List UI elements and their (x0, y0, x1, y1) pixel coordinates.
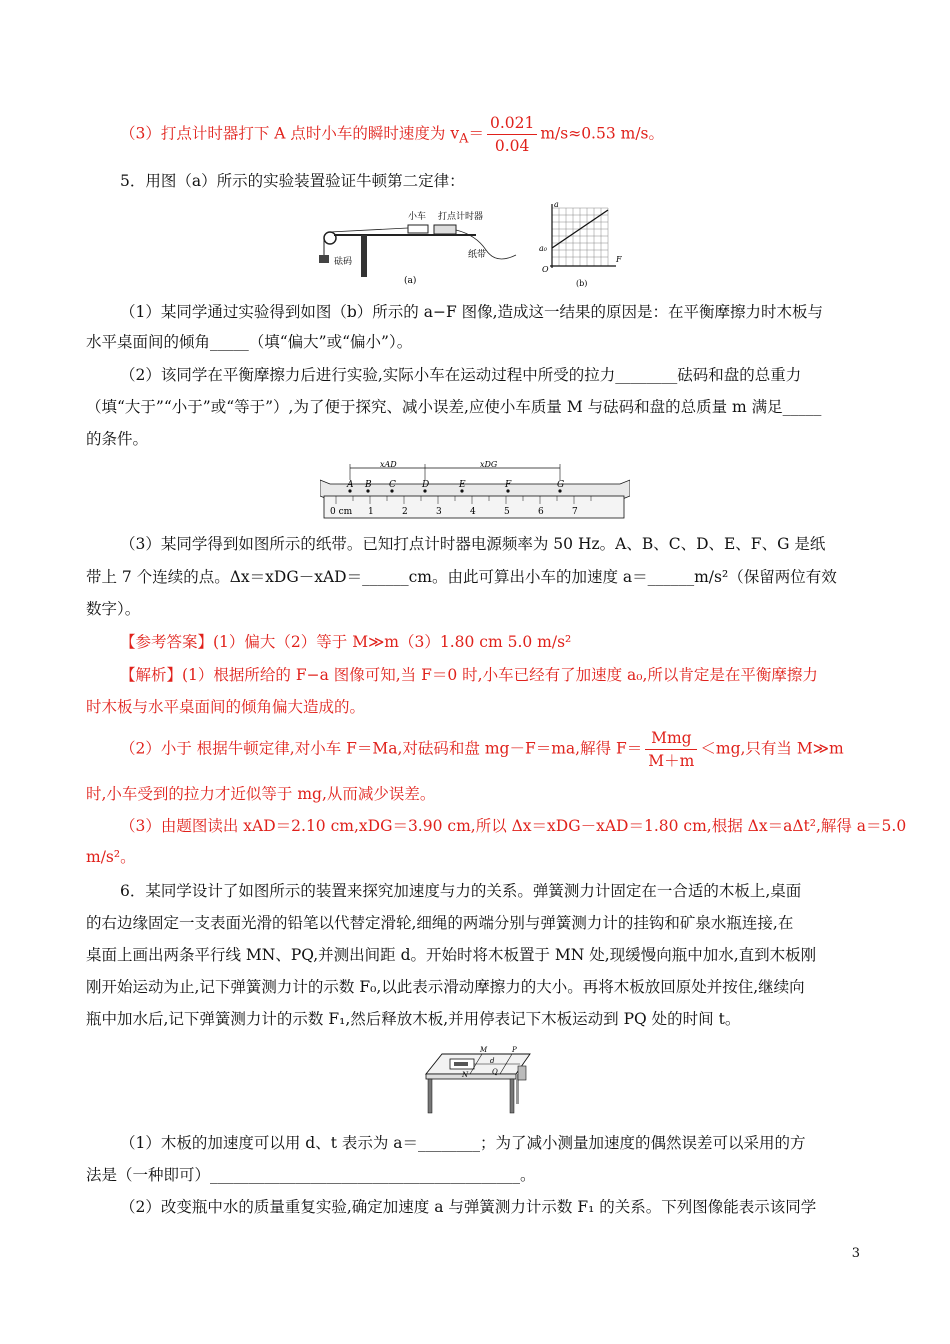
bottle (518, 1066, 526, 1080)
ruler-num-1: 1 (368, 507, 374, 517)
fig6-n-label: N (462, 1071, 469, 1079)
tape-point-f: F (505, 480, 512, 490)
table-leg (361, 235, 367, 277)
q5-explain1-line1: 【解析】(1）根据所给的 F−a 图像可知,当 F＝0 时,小车已经有了加速度 a₀,所以肯定是在平衡摩擦力 (120, 666, 818, 684)
ruler-num-7: 7 (572, 507, 578, 517)
weight (319, 255, 329, 263)
table-apparatus-figure (420, 1044, 540, 1116)
q6-line4: 刚开始运动为止,记下弹簧测力计的示数 F₀,以此表示滑动摩擦力的大小。再将木板放回原处并按住,继续向 (86, 978, 805, 996)
ruler-num-5: 5 (504, 507, 510, 517)
fig6-p-label: P (512, 1046, 517, 1054)
q6-line1: 6．某同学设计了如图所示的装置来探究加速度与力的关系。弹簧测力计固定在一合适的木板上,桌面 (120, 882, 802, 900)
ruler-num-6: 6 (538, 507, 544, 517)
car (408, 225, 428, 233)
q6-part1-line1: （1）木板的加速度可以用 d、t 表示为 a＝________；为了减小测量加速度的偶然误差可以采用的方 (120, 1134, 806, 1152)
tape-point-d: D (422, 480, 430, 490)
pulley (324, 232, 336, 244)
tape-point-e: E (459, 480, 466, 490)
q6-part1-line2: 法是（一种即可）________________________________________。 (86, 1166, 536, 1184)
q5-explain2-pre: （2）小于 根据牛顿定律,对小车 F＝Ma,对砝码和盘 mg－F＝ma,解得 F＝ (120, 739, 643, 758)
ruler-num-3: 3 (436, 507, 442, 517)
tape-point-c: C (389, 480, 396, 490)
q4-sub: A (459, 131, 469, 147)
q5-part2-line1: （2）该同学在平衡摩擦力后进行实验,实际小车在运动过程中所受的拉力________砝码和盘的总重力 (120, 366, 802, 384)
q5-explain1-line2: 时木板与水平桌面间的倾角偏大造成的。 (86, 698, 366, 716)
fig-b-caption: (b) (576, 279, 588, 288)
ruler-num-2: 2 (402, 507, 408, 517)
fig-a-timer-label: 打点计时器 (438, 212, 484, 222)
tape-point-a: A (347, 480, 354, 490)
q5-part3-line2: 带上 7 个连续的点。Δx＝xDG－xAD＝______cm。由此可算出小车的加速度 a＝______m/s²（保留两位有效 (86, 568, 837, 586)
timer (434, 225, 456, 234)
fig-a-weight-label: 砝码 (334, 257, 353, 267)
q5-part2-line3: 的条件。 (86, 430, 149, 448)
q5-explain2-line2: 时,小车受到的拉力才近似等于 mg,从而减少误差。 (86, 785, 436, 803)
fig-b-a0-label: a₀ (539, 244, 547, 253)
q6-line5: 瓶中加水后,记下弹簧测力计的示数 F₁,然后释放木板,并用停表记下木板运动到 PQ 处的时间 t。 (86, 1010, 741, 1028)
fig-b-f-label: F (616, 255, 622, 264)
q5-part3-line1: （3）某同学得到如图所示的纸带。已知打点计时器电源频率为 50 Hz。A、B、C、D、E、F、G 是纸 (120, 535, 826, 553)
q5-part2-line2: （填“大于”“小于”或“等于”）,为了便于探究、减小误差,应使小车质量 M 与砝码和盘的总质量 m 满足_____ (86, 398, 822, 416)
fig-b-o-label: O (542, 265, 549, 274)
q5-explain2-post: ＜mg,只有当 M≫m (700, 739, 844, 758)
q5-explain3-line2: m/s²。 (86, 848, 136, 866)
tape-point-b: B (365, 480, 372, 490)
q5-explain2-line1 (120, 727, 844, 772)
q5-part1-line1: （1）某同学通过实验得到如图（b）所示的 a−F 图像,造成这一结果的原因是：在平衡摩擦力时木板与 (120, 303, 824, 321)
q4-frac-den: 0.04 (494, 137, 530, 155)
q4-frac-num: 0.021 (487, 112, 537, 135)
q4-text-pre: （3）打点计时器打下 A 点时小车的瞬时速度为 v (120, 124, 460, 143)
tape-point-g: G (557, 480, 565, 490)
fig-b-a-label: a (554, 200, 559, 209)
fig-a-car-label: 小车 (408, 212, 427, 222)
q6-part2-line1: （2）改变瓶中水的质量重复实验,确定加速度 a 与弹簧测力计示数 F₁ 的关系。下列图像能表示该同学 (120, 1198, 817, 1216)
q6-line3: 桌面上画出两条平行线 MN、PQ,并测出间距 d。开始时将木板置于 MN 处,现缓慢向瓶中加水,直到木板刚 (86, 946, 817, 964)
q5-explain2-den: M＋m (648, 752, 695, 770)
ruler-num-0: 0 cm (330, 507, 353, 517)
q5-explain2-fraction (645, 727, 697, 772)
q5-part1-line2: 水平桌面间的倾角_____（填“偏大”或“偏小”）。 (86, 333, 413, 351)
fig-a-caption: (a) (404, 276, 417, 285)
fig6-q-label: Q (492, 1068, 498, 1076)
page-number: 3 (851, 1246, 860, 1261)
figure-b-graph (538, 200, 628, 290)
q4-eq: ＝ (468, 124, 484, 143)
ruler-xdg-label: xDG (480, 460, 498, 469)
fig-a-tape-label: 纸带 (468, 250, 487, 260)
q6-line2: 的右边缘固定一支表面光滑的铅笔以代替定滑轮,细绳的两端分别与弹簧测力计的挂钩和矿泉水瓶连接,在 (86, 914, 794, 932)
q5-explain2-num: Mmg (645, 727, 697, 750)
ruler-tape-figure (320, 460, 630, 522)
ruler-xad-label: xAD (380, 460, 397, 469)
ruler-num-4: 4 (470, 507, 476, 517)
q5-answer: 【参考答案】(1）偏大（2）等于 M≫m（3）1.80 cm 5.0 m/s² (120, 633, 572, 651)
figure-a-apparatus (316, 205, 526, 285)
q4-fraction (487, 112, 537, 157)
fig6-d-label: d (490, 1057, 495, 1065)
q4-velocity-line (120, 112, 664, 157)
q5-stem: 5．用图（a）所示的实验装置验证牛顿第二定律： (120, 172, 465, 190)
fig6-m-label: M (480, 1046, 488, 1054)
q5-part3-line3: 数字）。 (86, 600, 141, 618)
q5-explain3-line1: （3）由题图读出 xAD＝2.10 cm,xDG＝3.90 cm,所以 Δx＝xDG－xAD＝1.80 cm,根据 Δx＝aΔt²,解得 a＝5.0 (120, 817, 907, 835)
q4-text-post: m/s≈0.53 m/s。 (540, 124, 665, 143)
